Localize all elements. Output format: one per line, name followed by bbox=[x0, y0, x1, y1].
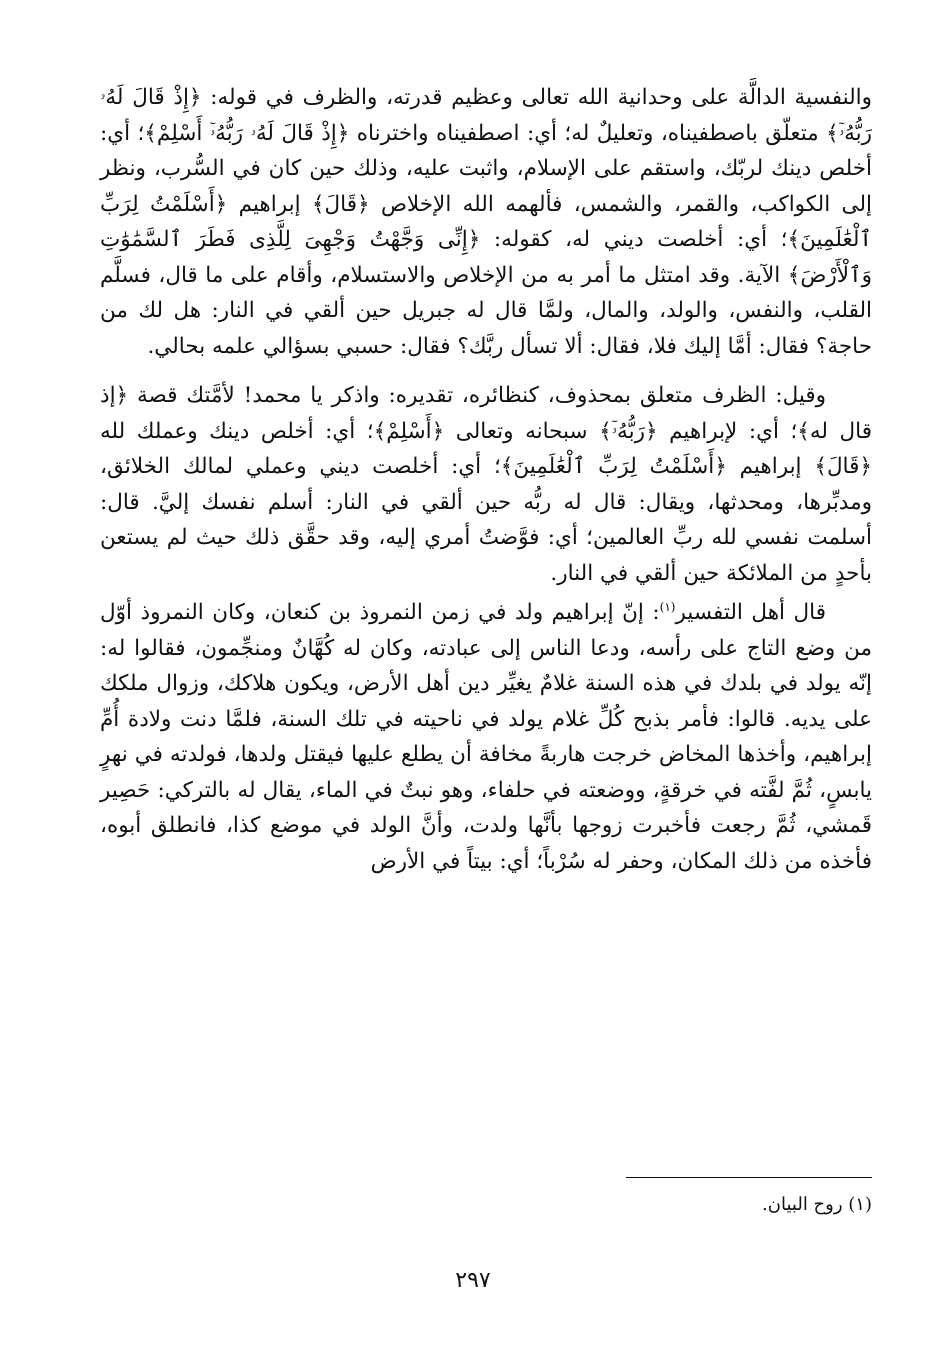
footnote-reference: (١) bbox=[659, 599, 676, 614]
paragraph-2: وقيل: الظرف متعلق بمحذوف، كنظائره، تقديره: واذكر يا محمد! لأمَّتك قصة ﴿إذ قال له﴾؛ أي: لإبراهيم ﴿رَبُّهُۥٓ﴾ سبحانه وتعالى ﴿أَسْلِمْ﴾؛ أي: أخلص دينك وعملك لله ﴿قَالَ﴾ إبراهيم ﴿أَسْلَمْتُ لِرَبِّ ٱلْعَٰلَمِينَ﴾؛ أي: أخلصت ديني وعملي لمالك الخلائق، ومدبِّرها، ومحدثها، ويقال: قال له ربُّه حين ألقي في النار: أسلم نفسك إليَّ. قال: أسلمت نفسي لله ربِّ العالمين؛ أي: فوَّضتُ أمري إليه، وقد حقَّق ذلك حيث لم يستعن بأحدٍ من الملائكة حين ألقي في النار. bbox=[100, 383, 872, 586]
footnote-divider bbox=[626, 1177, 872, 1178]
paragraph-3-lead: قال أهل التفسير bbox=[675, 600, 826, 625]
footnote: (١) روح البيان. bbox=[762, 1194, 872, 1215]
page-number: ٢٩٧ bbox=[455, 1268, 491, 1293]
paragraph-3-body: : إنّ إبراهيم ولد في زمن النمروذ بن كنعان، وكان النمروذ أوّل من وضع التاج على رأسه، ودعا الناس إلى عبادته، وكان له كُهَّانٌ ومنجِّمون، فقالوا له: إنّه يولد في بلدك في هذه السنة غلامٌ يغيِّر دين أهل الأرض، ويكون هلاكك، وزوال ملكك على يديه. قالوا: فأمر بذبح كُلِّ غلام يولد في ناحيته في تلك السنة، فلمَّا دنت ولادة أُمِّ إبراهيم، وأخذها المخاض خرجت هاربةً مخافة أن يطلع عليها فيقتل ولدها، فولدته في نهرٍ يابسٍ، ثُمَّ لفَّته في خرقةٍ، ووضعته في حلفاء، وهو نبتٌ في الماء، يقال له بالتركي: حَصِير قَمشي، ثُمَّ رجعت فأخبرت زوجها بأنَّها ولدت، وأنَّ الولد في موضع كذا، فانطلق أبوه، فأخذه من ذلك المكان، وحفر له سُرْباً؛ أي: بيتاً في الأرض bbox=[100, 600, 872, 874]
page-body bbox=[100, 80, 872, 879]
paragraph-1: والنفسية الدالَّة على وحدانية الله تعالى وعظيم قدرته، والظرف في قوله: ﴿إِذْ قَالَ لَهُۥ رَبُّهُۥٓ﴾ متعلّق باصطفيناه، وتعليلٌ له؛ أي: اصطفيناه واخترناه ﴿إِذْ قَالَ لَهُۥ رَبُّهُۥٓ أَسْلِمْ﴾؛ أي: أخلص دينك لربّك، واستقم على الإسلام، واثبت عليه، وذلك حين كان في السُّرب، ونظر إلى الكواكب، والقمر، والشمس، فألهمه الله الإخلاص ﴿قَالَ﴾ إبراهيم ﴿أَسْلَمْتُ لِرَبِّ ٱلْعَٰلَمِينَ﴾؛ أي: أخلصت ديني له، كقوله: ﴿إِنِّى وَجَّهْتُ وَجْهِىَ لِلَّذِى فَطَرَ ٱلسَّمَٰوَٰتِ وَٱلْأَرْضَ﴾ الآية. وقد امتثل ما أمر به من الإخلاص والاستسلام، وأقام على ما قال، فسلَّم القلب، والنفس، والولد، والمال، ولمَّا قال له جبريل حين ألقي في النار: هل لك من حاجة؟ فقال: أمَّا إليك فلا، فقال: ألا تسأل ربَّك؟ فقال: حسبي بسؤالي علمه بحالي. bbox=[100, 85, 872, 359]
paragraph-3 bbox=[100, 595, 872, 879]
